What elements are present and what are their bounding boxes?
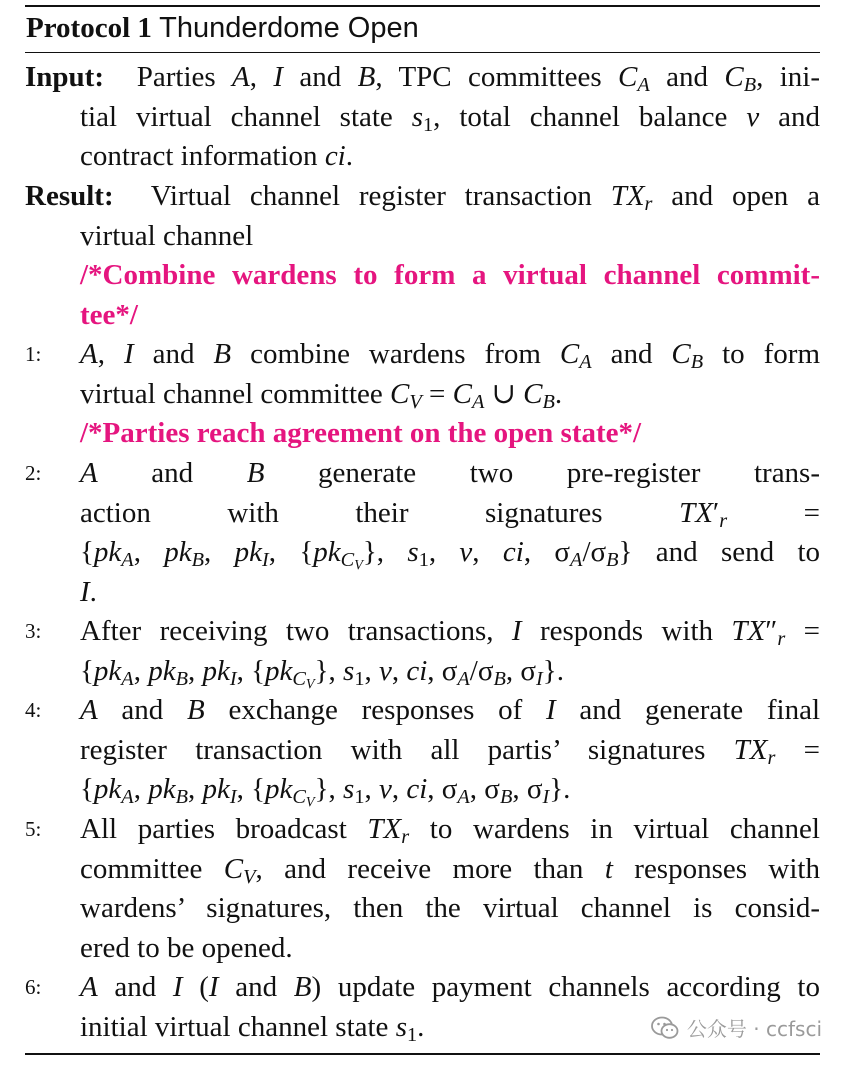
step-5 [25, 810, 820, 968]
step-3-line-2: {$pk_A$, $pk_B$, $pk_I$, $\{pk_{C_V}\}$, $s_1$, v, ci, $\sigma_A/\sigma_B$, $\sigma_I$}. [80, 654, 564, 693]
step-2 [25, 454, 820, 612]
step-5-line-3: wardens’ signatures, then the virtual channel is consid- [80, 892, 820, 925]
top-rule [25, 5, 820, 7]
input-label: Input: [25, 61, 104, 93]
watermark [651, 1013, 822, 1042]
step-3-line-1: 3: After receiving two transactions, I responds with $TX''_r$ = [25, 612, 820, 652]
step-2-number: 2: [25, 461, 42, 485]
step-2-line-1: 2: A and B generate two pre-register trans- [25, 454, 820, 494]
step-5-number: 5: [25, 817, 42, 841]
result-line-1: Result: Virtual channel register transaction $TX_r$ and open a [25, 180, 820, 216]
input-section [25, 58, 820, 177]
protocol-label: Protocol 1 [26, 12, 152, 44]
step-4-line-3: {$pk_A$, $pk_B$, $pk_I$, $\{pk_{C_V}\}$, $s_1$, v, ci, $\sigma_A$, $\sigma_B$, $\sigma_I$}. [80, 773, 571, 811]
result-section [25, 177, 820, 256]
caption-rule [25, 52, 820, 53]
step-4-line-1: 4: A and B exchange responses of I and generate final [25, 691, 820, 731]
result-label: Result: [25, 180, 114, 212]
result-line-2: virtual channel [80, 219, 254, 252]
step-1-number: 1: [25, 342, 42, 366]
step-6-number: 6: [25, 975, 42, 999]
protocol-caption [26, 10, 419, 46]
input-line-1: Input: Parties A, I and B, TPC committees $C_A$ and $C_B$, ini- [25, 61, 821, 97]
step-4-line-2: register transaction with all partis’ signatures $TX_r$ = [80, 733, 820, 769]
step-1-line-2: virtual channel committee $C_V = C_A$ ∪ $C_B$. [80, 377, 563, 413]
bottom-rule [25, 1053, 820, 1055]
input-line-3: contract information ci. [80, 140, 353, 173]
step-4 [25, 691, 820, 810]
step-6-line-2: initial virtual channel state $s_1$. [80, 1010, 425, 1046]
step-6-line-1: 6: A and I (I and B) update payment channels according to [25, 968, 820, 1008]
protocol-title: Thunderdome Open [159, 12, 419, 44]
step-2-line-3: {$pk_A$, $pk_B$, $pk_I$, $\{pk_{C_V}\}$, $s_1$, v, ci, $\sigma_A/\sigma_B$} and send to [80, 536, 821, 574]
step-2-line-2: action with their signatures $TX'_r$ = [80, 496, 820, 532]
watermark-text: 公众号 · ccfsci [686, 1017, 822, 1041]
comment-1-line-1: /*Combine wardens to form a virtual channel commit- [80, 259, 820, 291]
step-5-line-2: committee $C_V$, and receive more than t responses with [80, 852, 820, 888]
wechat-icon [651, 1016, 679, 1040]
step-5-line-1: 5: All parties broadcast $TX_r$ to wardens in virtual channel [25, 810, 820, 850]
comment-1 [25, 256, 820, 335]
step-4-number: 4: [25, 698, 42, 722]
input-line-2: tial virtual channel state $s_1$, total channel balance v and [80, 100, 820, 136]
step-1 [25, 335, 820, 414]
comment-2-line: /*Parties reach agreement on the open state*/ [80, 417, 642, 449]
comment-2 [25, 414, 820, 454]
step-1-line-1: 1: A, I and B combine wardens from $C_A$ and $C_B$ to form [25, 335, 820, 375]
step-3-number: 3: [25, 619, 42, 643]
step-2-line-4: I. [80, 575, 97, 608]
comment-1-line-2: tee*/ [80, 298, 138, 331]
step-5-line-4: ered to be opened. [80, 931, 293, 964]
step-3 [25, 612, 820, 691]
